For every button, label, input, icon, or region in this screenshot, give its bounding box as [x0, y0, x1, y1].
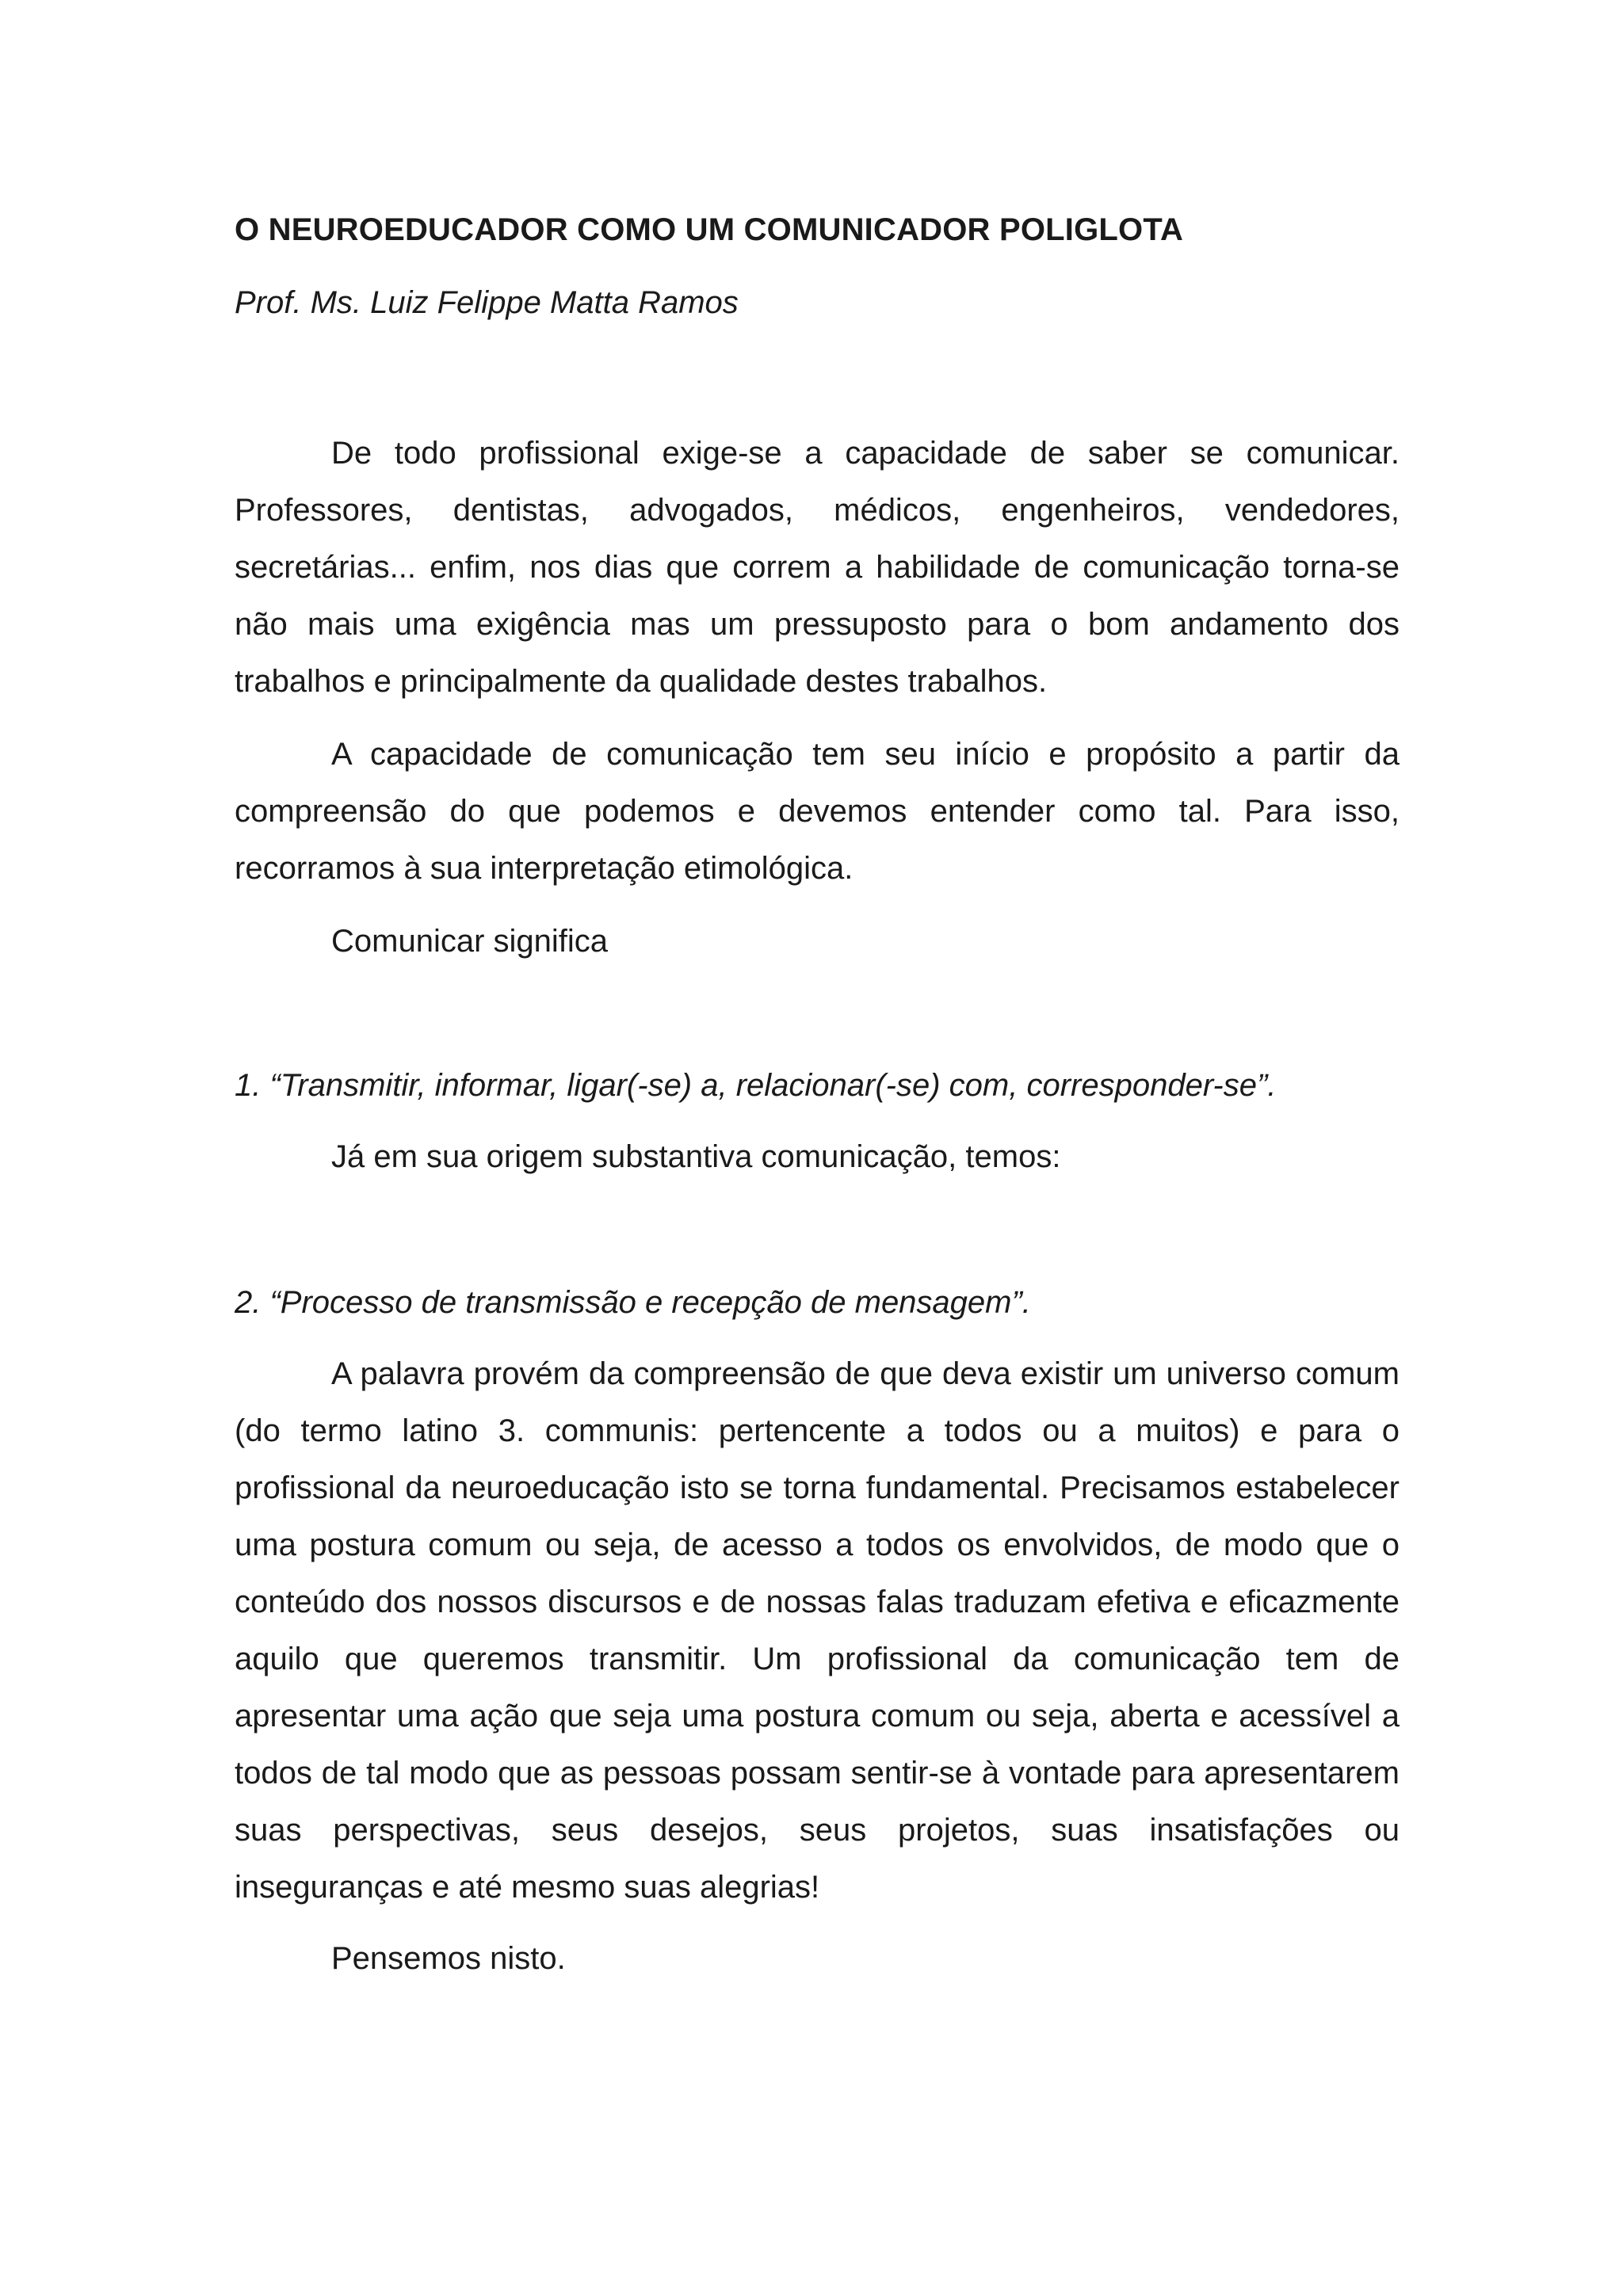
paragraph-comunicar: Comunicar significa: [331, 924, 609, 959]
paragraph-intro: De todo profissional exige-se a capacidade de saber se comunicar. Professores, dentistas, advogados, médicos, engenheiros, vendedores, secretárias... enfim, nos dias que correm a habilidade de comunicação torna-se não mais uma exigência mas um pressuposto para o bom andamento dos trabalhos e principalmente da qualidade destes trabalhos.: [235, 436, 1400, 699]
paragraph-word: A palavra provém da compreensão de que deva existir um universo comum (do termo latino 3. communis: pertencente a todos ou a muitos) e para o profissional da neuroeducação isto se torna fundamental. Precisamos estabelecer uma postura comum ou seja, de acesso a todos os envolvidos, de modo que o conteúdo dos nossos discursos e de nossas falas traduzam efetiva e eficazmente aquilo que queremos transmitir. Um profissional da comunicação tem de apresentar uma ação que seja uma postura comum ou seja, aberta e acessível a todos de tal modo que as pessoas possam sentir-se à vontade para apresentarem suas perspectivas, seus desejos, seus projetos, suas insatisfações ou inseguranças e até mesmo suas alegrias!: [235, 1356, 1400, 1905]
paragraph-origin: Já em sua origem substantiva comunicação, temos:: [331, 1139, 1061, 1174]
document-author: Prof. Ms. Luiz Felippe Matta Ramos: [235, 285, 739, 320]
definition-2: 2. “Processo de transmissão e recepção de mensagem”.: [235, 1285, 1031, 1320]
paragraph-capacity: A capacidade de comunicação tem seu início e propósito a partir da compreensão do que podemos e devemos entender como tal. Para isso, recorramos à sua interpretação etimológica.: [235, 737, 1400, 886]
document-title: O NEUROEDUCADOR COMO UM COMUNICADOR POLIGLOTA: [235, 212, 1184, 247]
document-page: [235, 208, 1400, 1987]
definition-1: 1. “Transmitir, informar, ligar(-se) a, relacionar(-se) com, corresponder-se”.: [235, 1068, 1277, 1103]
paragraph-closing: Pensemos nisto.: [331, 1941, 566, 1976]
